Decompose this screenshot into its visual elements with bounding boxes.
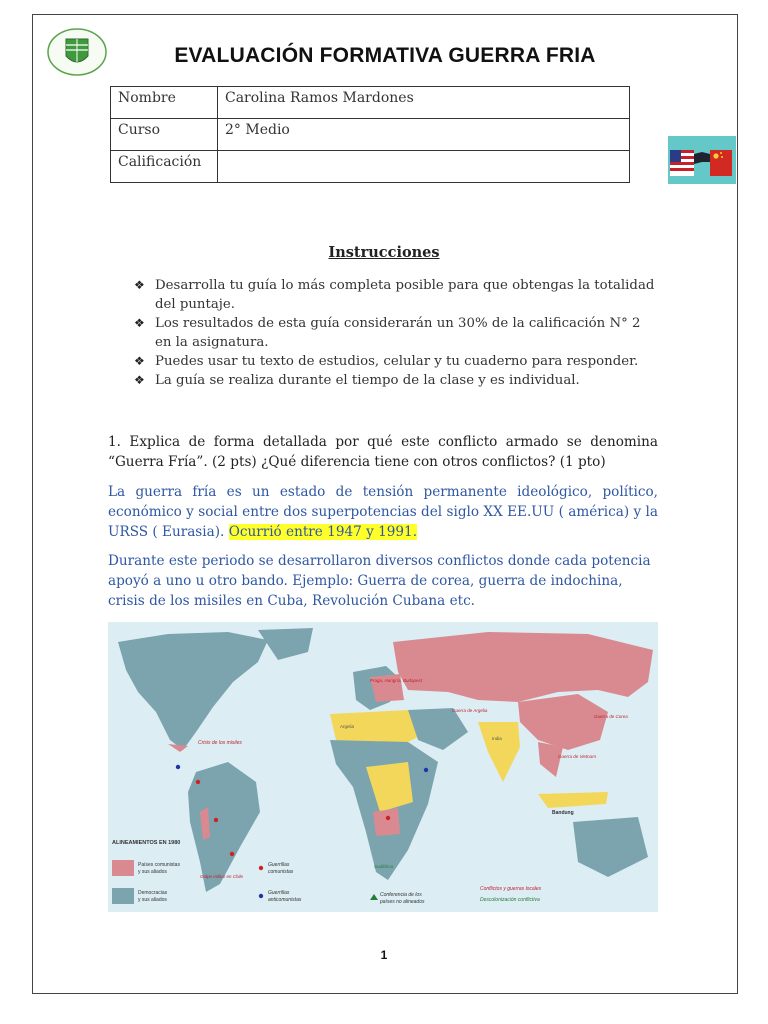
guerrilla-marker — [230, 852, 234, 856]
instruction-text: Puedes usar tu texto de estudios, celular y tu cuaderno para responder. — [155, 354, 639, 369]
svg-text:Descolonización conflictiva: Descolonización conflictiva — [480, 897, 540, 903]
list-item — [134, 352, 659, 371]
guerrilla-marker — [176, 765, 180, 769]
svg-text:ALINEAMIENTOS EN 1980: ALINEAMIENTOS EN 1980 — [112, 840, 181, 846]
guerrilla-marker — [386, 816, 390, 820]
map-label: Guerra de Corea — [594, 714, 628, 719]
list-item — [134, 276, 659, 314]
school-logo — [46, 26, 108, 78]
instruction-text: Los resultados de esta guía considerarán un 30% de la calificación N° 2 en la asignatura. — [155, 316, 641, 350]
diamond-bullet-icon: ❖ — [134, 278, 145, 292]
guerrilla-marker — [196, 780, 200, 784]
document-title: EVALUACIÓN FORMATIVA GUERRA FRIA — [174, 44, 596, 67]
answer-2-paragraph: Durante este periodo se desarrollaron diversos conflictos donde cada potencia apoyó a uno u otro bando. Ejemplo: Guerra de corea, guerra de indochina, crisis de los misiles en Cuba, Revolución Cubana etc. — [108, 553, 651, 609]
svg-text:Guerrillas: Guerrillas — [268, 862, 290, 868]
student-info-table — [110, 86, 630, 183]
answer-1-paragraph — [108, 482, 658, 542]
table-row — [111, 119, 630, 151]
svg-text:Conflictos y guerras locales: Conflictos y guerras locales — [480, 886, 542, 892]
question-1: 1. Explica de forma detallada por qué este conflicto armado se denomina “Guerra Fría”. (2 pts) ¿Qué diferencia tiene con otros conflictos? (1 pto) — [108, 434, 658, 470]
angola-shape — [373, 808, 400, 836]
course-value: 2° Medio — [218, 119, 630, 151]
instructions-heading: Instrucciones — [328, 244, 440, 261]
table-row — [111, 87, 630, 119]
cold-war-world-map — [108, 622, 658, 912]
svg-text:y sus aliados: y sus aliados — [138, 897, 167, 903]
svg-text:Democracias: Democracias — [138, 890, 168, 896]
svg-text:anticomunistas: anticomunistas — [268, 897, 302, 903]
row-label: Calificación — [111, 151, 218, 183]
map-label: Crisis de los misiles — [198, 740, 242, 746]
row-label: Curso — [111, 119, 218, 151]
instruction-text: Desarrolla tu guía lo más completa posible para que obtengas la totalidad del puntaje. — [155, 278, 655, 312]
map-label: Praga, Hungría, Budapest — [370, 678, 423, 683]
list-item — [134, 371, 659, 390]
guerrilla-marker — [424, 768, 428, 772]
diamond-bullet-icon: ❖ — [134, 316, 145, 330]
student-name-value: Carolina Ramos Mardones — [218, 87, 630, 119]
row-label: Nombre — [111, 87, 218, 119]
page-number: 1 — [380, 948, 388, 962]
svg-text:Países comunistas: Países comunistas — [138, 862, 180, 868]
answer-1-text: La guerra fría es un estado de tensión permanente ideológico, político, económico y social entre dos superpotencias del siglo XX EE.UU ( américa) y la URSS ( Eurasia). — [108, 484, 658, 540]
answer-1-highlight: Ocurrió entre 1947 y 1991. — [228, 524, 418, 540]
guerrilla-marker — [214, 818, 218, 822]
svg-text:Guerrillas: Guerrillas — [268, 890, 290, 896]
svg-text:Conferencia de los: Conferencia de los — [380, 892, 422, 898]
diamond-bullet-icon: ❖ — [134, 354, 145, 368]
svg-text:comunistas: comunistas — [268, 869, 294, 875]
map-label: Guerra de Argelia — [452, 708, 488, 713]
grade-value — [218, 151, 630, 183]
svg-text:y sus aliados: y sus aliados — [138, 869, 167, 875]
map-label: Argelia — [340, 724, 355, 729]
instruction-text: La guía se realiza durante el tiempo de la clase y es individual. — [155, 373, 580, 388]
map-label: Bandung — [552, 810, 574, 816]
usa-china-flags-image — [668, 136, 736, 184]
list-item — [134, 314, 659, 352]
map-label: Golpe militar en Chile — [200, 874, 244, 879]
map-label: India — [492, 736, 502, 741]
svg-text:países no alineados: países no alineados — [380, 899, 425, 905]
map-label: Guerra de Vietnam — [558, 754, 596, 759]
map-label: Sudáfrica — [374, 864, 394, 869]
instructions-list — [134, 276, 659, 390]
diamond-bullet-icon: ❖ — [134, 373, 145, 387]
table-row — [111, 151, 630, 183]
